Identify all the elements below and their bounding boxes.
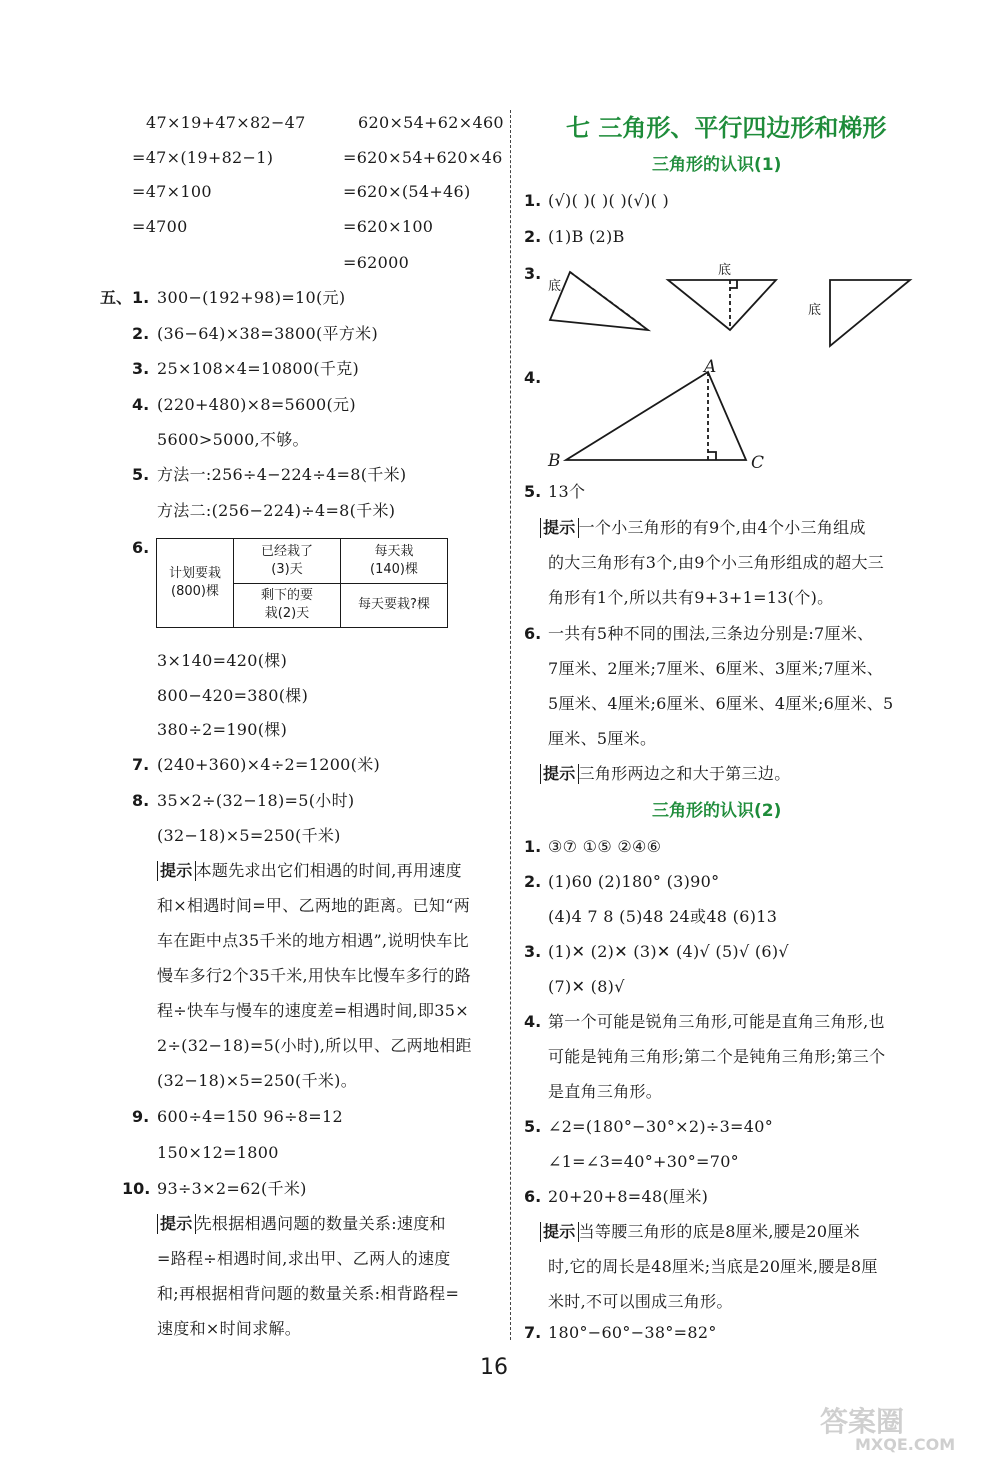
q7-text: (240+360)×4÷2=1200(米) (157, 755, 381, 774)
s3-number: 3. (524, 942, 542, 961)
q10-hint-line1 (157, 1214, 446, 1234)
hint-label: 提示 (540, 764, 579, 784)
page-number: 16 (480, 1355, 508, 1380)
q10-hint-line2: =路程÷相遇时间,求出甲、乙两人的速度 (157, 1249, 451, 1268)
q8-hint-line4: 慢车多行2个35千米,用快车比慢车多行的路 (157, 966, 471, 985)
triangle-2 (668, 280, 776, 330)
triangle-abc (540, 358, 780, 478)
s1-text: ③⑦ ①⑤ ②④⑥ (548, 837, 662, 856)
column-divider (510, 110, 511, 1340)
q10-hint-line4: 速度和×时间求解。 (157, 1319, 302, 1338)
q8-hint-line3: 车在距中点35千米的地方相遇”,说明快车比 (157, 931, 469, 950)
q6-number: 6. (132, 538, 150, 557)
section-title-1: 三角形的认识(1) (652, 155, 782, 175)
s5-number: 5. (524, 1117, 542, 1136)
hint-label: 提示 (157, 861, 196, 881)
r2-number: 2. (524, 227, 542, 246)
table-need-cell: 每天要栽?棵 (341, 583, 448, 628)
table-daily-cell: 每天栽 (140)棵 (341, 539, 448, 584)
q9-number: 9. (132, 1107, 150, 1126)
table-plan-cell: 计划要栽 (800)棵 (157, 539, 234, 628)
s1-number: 1. (524, 837, 542, 856)
calc1-line4: =4700 (132, 217, 188, 236)
chapter-title: 七 三角形、平行四边形和梯形 (566, 114, 887, 142)
r6-text1: 一共有5种不同的围法,三条边分别是:7厘米、 (548, 624, 874, 643)
r4-number: 4. (524, 368, 542, 387)
r5-hint-line3: 角形有1个,所以共有9+3+1=13(个)。 (548, 588, 834, 607)
calc1-line3: =47×100 (132, 182, 212, 201)
r6-hint-line1 (540, 764, 791, 784)
s4-text1: 第一个可能是锐角三角形,可能是直角三角形,也 (548, 1012, 885, 1031)
r5-hint-line2: 的大三角形有3个,由9个小三角形组成的超大三 (548, 553, 885, 572)
section-five-label: 五、 (100, 288, 133, 307)
s3-text2: (7)✕ (8)√ (548, 977, 625, 996)
hint-label: 提示 (540, 518, 579, 538)
q9-text2: 150×12=1800 (157, 1143, 279, 1162)
s7-number: 7. (524, 1323, 542, 1342)
triangle-figures (540, 258, 980, 353)
q2-text: (36−64)×38=3800(平方米) (157, 324, 378, 343)
q5-text: 方法一:256÷4−224÷4=8(千米) (157, 465, 407, 484)
vertex-b-label: B (548, 451, 561, 471)
q8-hint-line2: 和×相遇时间=甲、乙两地的距离。已知“两 (157, 896, 470, 915)
r2-text: (1)B (2)B (548, 227, 625, 246)
q6-line2: 800−420=380(棵) (157, 686, 309, 705)
vertex-c-label: C (751, 453, 765, 473)
q8-hint-line5: 程÷快车与慢车的速度差=相遇时间,即35× (157, 1001, 469, 1020)
base-label-2: 底 (718, 263, 732, 278)
calc2-line4: =620×100 (343, 217, 434, 236)
q5-text2: 方法二:(256−224)÷4=8(千米) (157, 501, 396, 520)
r1-number: 1. (524, 191, 542, 210)
s6-number: 6. (524, 1187, 542, 1206)
watermark-logo: 答案圈 (820, 1405, 905, 1438)
hint-text: 三角形两边之和大于第三边。 (578, 764, 791, 783)
triangle-1 (550, 272, 648, 330)
q2-number: 2. (132, 324, 150, 343)
s3-text: (1)✕ (2)✕ (3)✕ (4)√ (5)√ (6)√ (548, 942, 789, 961)
r6-text4: 厘米、5厘米。 (548, 729, 657, 748)
r5-hint-line1 (540, 518, 866, 538)
q3-text: 25×108×4=10800(千克) (157, 359, 360, 378)
s4-text2: 可能是钝角三角形;第二个是钝角三角形;第三个 (548, 1047, 886, 1066)
q9-text: 600÷4=150 96÷8=12 (157, 1107, 343, 1126)
q8-hint-line6: 2÷(32−18)=5(小时),所以甲、乙两地相距 (157, 1036, 472, 1055)
q4-number: 4. (132, 395, 150, 414)
calc2-line1: 620×54+62×460 (358, 113, 504, 132)
s5-text2: ∠1=∠3=40°+30°=70° (548, 1152, 739, 1171)
q7-number: 7. (132, 755, 150, 774)
s2-text: (1)60 (2)180° (3)90° (548, 872, 720, 891)
table-left-cell: 剩下的要 栽(2)天 (234, 583, 341, 628)
s6-text: 20+20+8=48(厘米) (548, 1187, 709, 1206)
s5-text: ∠2=(180°−30°×2)÷3=40° (548, 1117, 774, 1136)
watermark-url: MXQE.COM (855, 1435, 956, 1454)
s6-hint-line3: 米时,不可以围成三角形。 (548, 1292, 733, 1311)
q6-line3: 380÷2=190(棵) (157, 720, 288, 739)
q4-text2: 5600>5000,不够。 (157, 430, 309, 449)
s6-hint-line1 (540, 1222, 860, 1242)
base-label-1: 底 (548, 279, 562, 294)
hint-text: 先根据相遇问题的数量关系:速度和 (195, 1214, 446, 1233)
q3-number: 3. (132, 359, 150, 378)
q1-number: 1. (132, 288, 150, 307)
table-done-cell: 已经栽了 (3)天 (234, 539, 341, 584)
r6-text3: 5厘米、4厘米;6厘米、6厘米、4厘米;6厘米、5 (548, 694, 894, 713)
q10-text: 93÷3×2=62(千米) (157, 1179, 307, 1198)
q10-number: 10. (122, 1179, 151, 1198)
s7-text: 180°−60°−38°=82° (548, 1323, 717, 1342)
q8-hint-line7: (32−18)×5=250(千米)。 (157, 1071, 358, 1090)
hint-text: 当等腰三角形的底是8厘米,腰是20厘米 (578, 1222, 860, 1241)
calc2-line3: =620×(54+46) (343, 182, 471, 201)
hint-label: 提示 (157, 1214, 196, 1234)
q4-text: (220+480)×8=5600(元) (157, 395, 356, 414)
planting-table (156, 538, 448, 628)
base-label-3: 底 (808, 303, 822, 318)
q8-text: 35×2÷(32−18)=5(小时) (157, 791, 355, 810)
r3-number: 3. (524, 264, 542, 283)
calc1-line1: 47×19+47×82−47 (146, 113, 306, 132)
calc1-line2: =47×(19+82−1) (132, 148, 274, 167)
s2-text2: (4)4 7 8 (5)48 24或48 (6)13 (548, 907, 778, 926)
q6-line1: 3×140=420(棵) (157, 651, 288, 670)
r6-number: 6. (524, 624, 542, 643)
q8-number: 8. (132, 791, 150, 810)
s4-number: 4. (524, 1012, 542, 1031)
hint-label: 提示 (540, 1222, 579, 1242)
s4-text3: 是直角三角形。 (548, 1082, 663, 1101)
vertex-a-label: A (704, 358, 717, 377)
triangle-3 (830, 280, 910, 346)
calc2-line2: =620×54+620×46 (343, 148, 503, 167)
s2-number: 2. (524, 872, 542, 891)
q10-hint-line3: 和;再根据相背问题的数量关系:相背路程= (157, 1284, 460, 1303)
q8-text2: (32−18)×5=250(千米) (157, 826, 341, 845)
q1-text: 300−(192+98)=10(元) (157, 288, 346, 307)
r1-text: (√)( )( )( )(√)( ) (548, 191, 670, 210)
calc2-line5: =62000 (343, 253, 410, 272)
r6-text2: 7厘米、2厘米;7厘米、6厘米、3厘米;7厘米、 (548, 659, 884, 678)
section-title-2: 三角形的认识(2) (652, 801, 782, 821)
r5-text: 13个 (548, 482, 586, 501)
q5-number: 5. (132, 465, 150, 484)
s6-hint-line2: 时,它的周长是48厘米;当底是20厘米,腰是8厘 (548, 1257, 878, 1276)
q8-hint-line1 (157, 861, 462, 881)
hint-text: 一个小三角形的有9个,由4个小三角组成 (578, 518, 866, 537)
r5-number: 5. (524, 482, 542, 501)
hint-text: 本题先求出它们相遇的时间,再用速度 (195, 861, 462, 880)
